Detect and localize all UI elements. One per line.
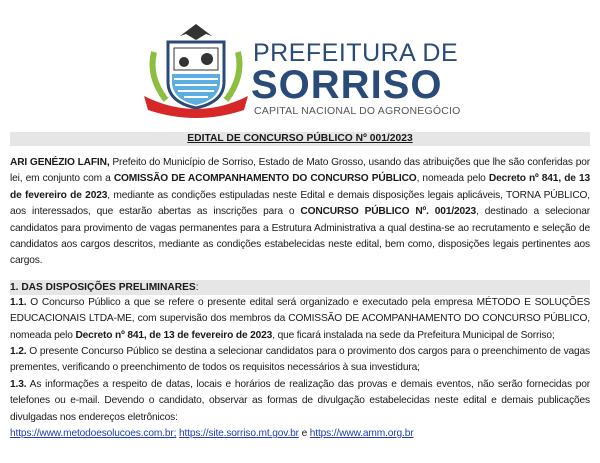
bold-text: 1.3. [10, 378, 27, 390]
section-title: 1. DAS DISPOSIÇÕES PRELIMINARES [10, 281, 196, 293]
section-colon: : [195, 281, 199, 293]
intro-paragraph [10, 155, 590, 270]
text: O presente Concurso Público se destina a selecionar candidatos para o provimento dos cargos para o preenchimento de vagas prementes, verificando o preenchimento de todos os requisitos necessários à sua investidura; [10, 346, 590, 374]
bold-text: Decreto nº 841, de 13 de fevereiro de 2023 [10, 173, 590, 201]
bold-text: Decreto nº 841, de 13 de fevereiro de 2023 [75, 329, 273, 341]
section-items [10, 295, 590, 443]
text: As informações a respeito de datas, locais e horários de realização das provas e demais eventos, não serão fornecidas por telefones ou e-mail. Devendo o candidato, observar as formas de divulgação estabelecidas neste edital e demais publicações divulgadas nos endereços eletrônicos: [10, 378, 590, 423]
item-1-3 [10, 377, 590, 426]
letterhead [0, 0, 600, 126]
bold-text: COMISSÃO DE ACOMPANHAMENTO DO CONCURSO PÚBLICO [113, 173, 417, 185]
bold-text: CONCURSO PÚBLICO Nº. 001/2023 [300, 206, 477, 218]
section-heading [10, 280, 590, 295]
link-metodo[interactable]: https://www.metodoesolucoes.com.br; [10, 428, 177, 440]
item-1-1 [10, 295, 590, 344]
document-title: EDITAL DE CONCURSO PÚBLICO Nº 001/2023 [10, 132, 590, 146]
link-amm[interactable]: https://www.amm.org.br [309, 428, 414, 440]
city-coat-of-arms-logo [140, 22, 252, 118]
header-title-line2: SORRISO [251, 63, 443, 107]
bold-text: ARI GENÉZIO LAFIN, [10, 157, 110, 168]
bold-text: 1.1. [10, 296, 27, 308]
item-1-2 [10, 344, 590, 377]
text: Prefeito do Município de Sorriso, Estado de Mato Grosso, usando das atribuições que lhe são conferidas por lei, em conjunto com a [10, 157, 590, 185]
text: , nomeada pelo [416, 173, 489, 185]
header-title-line1: PREFEITURA DE [253, 39, 459, 67]
link-separator: e [298, 428, 310, 440]
links-line [10, 426, 590, 442]
text: , destinado a selecionar candidatos para provimento de vagas permanentes para a Estrutura Administrativa a qual destina-se ao recrutamento e seleção de candidatos aos cargos descritos, mediante as condições estabelecidas neste edital, bem como, disposições legais pertinentes aos cargos. [10, 206, 590, 267]
text: , mediante as condições estipuladas neste Edital e demais disposições legais aplicáveis, TORNA PÚBLICO, aos interessados, que estarão abertas as inscrições para o [10, 189, 590, 218]
header-tagline: CAPITAL NACIONAL DO AGRONEGÓCIO [254, 105, 461, 117]
link-sorriso[interactable]: https://site.sorriso.mt.gov.br [179, 428, 299, 440]
bold-text: 1.2. [10, 346, 27, 358]
document-body [10, 132, 590, 443]
text: O Concurso Público a que se refere o presente edital será organizado e executado pela empresa MÉTODO E SOLUÇÕES EDUCACIONAIS LTDA-ME, com supervisão dos membros da COMISSÃO DE ACOMPANHAMENTO DO CONCURSO PÚBLICO, nomeada pelo [10, 296, 590, 341]
text: , que ficará instalada na sede da Prefeitura Municipal de Sorriso; [272, 329, 555, 341]
